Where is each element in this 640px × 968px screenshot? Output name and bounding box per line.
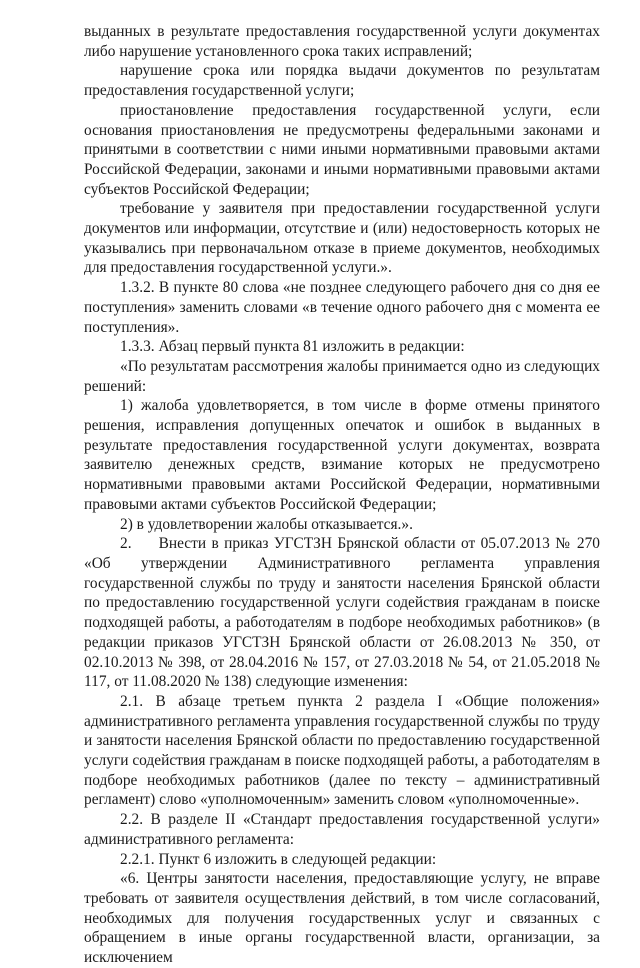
paragraph: 1.3.3. Абзац первый пункта 81 изложить в редакции:: [120, 338, 465, 356]
paragraph: 2.2.1. Пункт 6 изложить в следующей редакции:: [120, 850, 437, 868]
paragraph: выданных в результате предоставления государственной услуги документах либо нарушение установленного срока таких исправлений;: [84, 23, 600, 60]
paragraph: 2. Внести в приказ УГСТЗН Брянской области от 05.07.2013 № 270 «Об утверждении Административного регламента управления государственной службы по труду и занятости населения Брянской области по предоставлению государственной услуги содействия гражданам в поиске подходящей работы, а работодателям в подборе необходимых работников» (в редакции приказов УГСТЗН Брянской области от 26.08.2013 № 350, от 02.10.2013 № 398, от 28.04.2016 № 157, от 27.03.2018 № 54, от 21.05.2018 № 117, от 11.08.2020 № 138) следующие изменения:: [84, 535, 600, 691]
paragraph: требование у заявителя при предоставлении государственной услуги документов или информации, отсутствие и (или) недостоверность которых не указывались при первоначальном отказе в приеме документов, необходимых для предоставления государственной услуги.».: [84, 200, 600, 277]
paragraph: «По результатам рассмотрения жалобы принимается одно из следующих решений:: [84, 357, 600, 395]
paragraph: 2) в удовлетворении жалобы отказывается.».: [120, 515, 413, 533]
paragraph: приостановление предоставления государственной услуги, если основания приостановления не предусмотрены федеральными законами и принятыми в соответствии с ними иными нормативными правовыми актами Российской Федерации, законами и иными нормативными правовыми актами субъектов Российской Федерации;: [84, 101, 600, 198]
paragraph: 2.2. В разделе II «Стандарт предоставления государственной услуги» административного регламента:: [84, 811, 600, 848]
paragraph: 1.3.2. В пункте 80 слова «не позднее следующего рабочего дня со дня ее поступления» заменить словами «в течение одного рабочего дня с момента ее поступления».: [84, 279, 600, 336]
paragraph: 2.1. В абзаце третьем пункта 2 раздела I «Общие положения» административного регламента управления государственной службы по труду и занятости населения Брянской области по предоставлению государственной услуги содействия гражданам в поиске подходящей работы, а работодателям в подборе необходимых работников (далее по тексту – административный регламент) слово «уполномоченным» заменить словом «уполномоченные».: [84, 692, 600, 809]
document-body: [84, 22, 600, 968]
paragraph: 1) жалоба удовлетворяется, в том числе в форме отмены принятого решения, исправления допущенных опечаток и ошибок в выданных в результате предоставления государственной услуги документах, возврата заявителю денежных средств, взимание которых не предусмотрено нормативными правовыми актами Российской Федерации, нормативными правовыми актами субъектов Российской Федерации;: [84, 397, 600, 513]
paragraph: нарушение срока или порядка выдачи документов по результатам предоставления государственной услуги;: [84, 62, 600, 100]
paragraph: «6. Центры занятости населения, предоставляющие услугу, не вправе требовать от заявителя осуществления действий, в том числе согласований, необходимых для получения государственных услуг и связанных с обращением в иные органы государственной власти, организации, за исключением: [84, 870, 600, 967]
